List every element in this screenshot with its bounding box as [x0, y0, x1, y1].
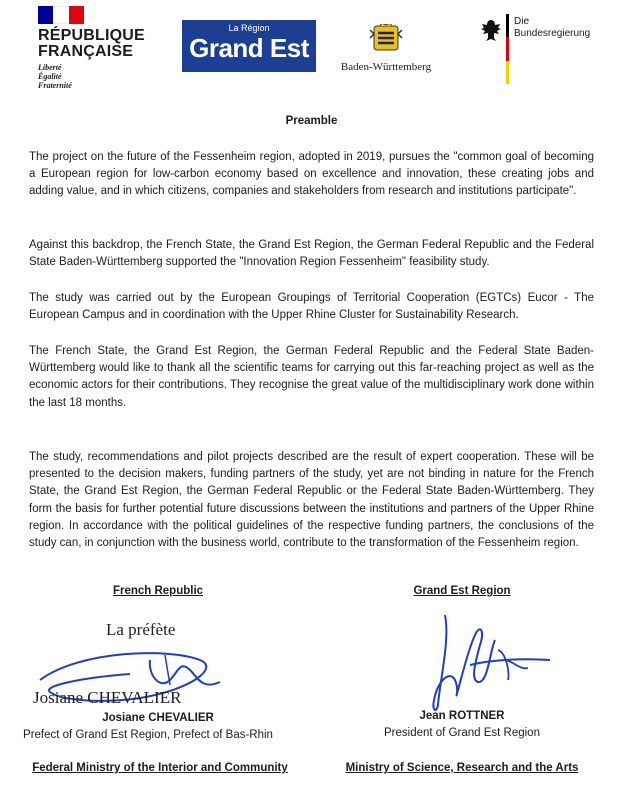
footer-heading-ministry-science: Ministry of Science, Research and the Arts	[345, 762, 579, 774]
rf-motto: Liberté Égalité Fraternité	[38, 63, 72, 90]
grand-est-logo: La Région Grand Est	[182, 20, 316, 72]
paragraph-5: The study, recommendations and pilot projects described are the result of expert cooperation. These will be presented to the decision makers, funding partners of the study, yet are not binding in nature for the French State, the Grand Est Region, the German Federal Republic or the Federal State Baden-Württemberg. They form the basis for further potential future discussions between the institutions and partners of the Upper Rhine region. In accordance with the political guidelines of the respective funding partners, the conclusions of the study can, in conjunction with the business world, contribute to the transformation of the Fessenheim region.	[29, 451, 594, 550]
paragraph-2: Against this backdrop, the French State, the Grand Est Region, the German Federal Republic and the Federal State Baden-Württemberg supported the "Innovation Region Fessenheim" feasibility study.	[29, 239, 594, 269]
right-signature-scribble	[410, 610, 560, 715]
handwritten-name: Josiane CHEVALIER	[33, 688, 182, 707]
bund-color-bar	[506, 14, 509, 84]
handwritten-title: La préfète	[106, 620, 176, 639]
federal-eagle-icon	[480, 18, 502, 42]
bund-text: Die Bundesregierung	[514, 16, 591, 39]
signatory-role-right: President of Grand Est Region	[384, 727, 540, 739]
coat-of-arms-icon	[366, 24, 406, 52]
paragraph-3: The study was carried out by the European Groupings of Territorial Cooperation (EGTCs) Eucor - The European Campus and in coordination with the Upper Rhine Cluster for Sustainability Research.	[29, 292, 594, 322]
footer-heading-federal-ministry: Federal Ministry of the Interior and Community	[32, 762, 288, 774]
signatory-name-right: Jean ROTTNER	[419, 710, 505, 722]
bundesregierung-logo	[470, 14, 591, 84]
rf-name-line1: RÉPUBLIQUE	[38, 27, 145, 44]
signatory-role-left: Prefect of Grand Est Region, Prefect of Bas-Rhin	[23, 729, 273, 741]
signature-heading-grand-est: Grand Est Region	[413, 585, 511, 597]
rf-name-line2: FRANÇAISE	[38, 43, 134, 60]
paragraph-4: The French State, the Grand Est Region, the German Federal Republic and the Federal State Baden-Württemberg would like to thank all the scientific teams for carrying out this far-reaching project as well as the economic actors for their contributions. They recognise the great value of the multidisciplinary work done within the last 18 months.	[29, 345, 594, 409]
signatory-name-left: Josiane CHEVALIER	[102, 712, 214, 724]
paragraph-1: The project on the future of the Fessenheim region, adopted in 2019, pursues the "common goal of becoming a European region for low-carbon economy based on excellence and innovation, these creating jobs and adding value, and in which citizens, companies and stakeholders from research and institutions participate".	[29, 151, 594, 198]
republique-francaise-logo	[38, 6, 148, 90]
baden-wuerttemberg-logo: Baden-Württemberg	[331, 24, 441, 73]
signature-heading-french-republic: French Republic	[112, 585, 204, 597]
french-flag-icon	[38, 6, 84, 24]
document-title: Preamble	[285, 115, 338, 127]
